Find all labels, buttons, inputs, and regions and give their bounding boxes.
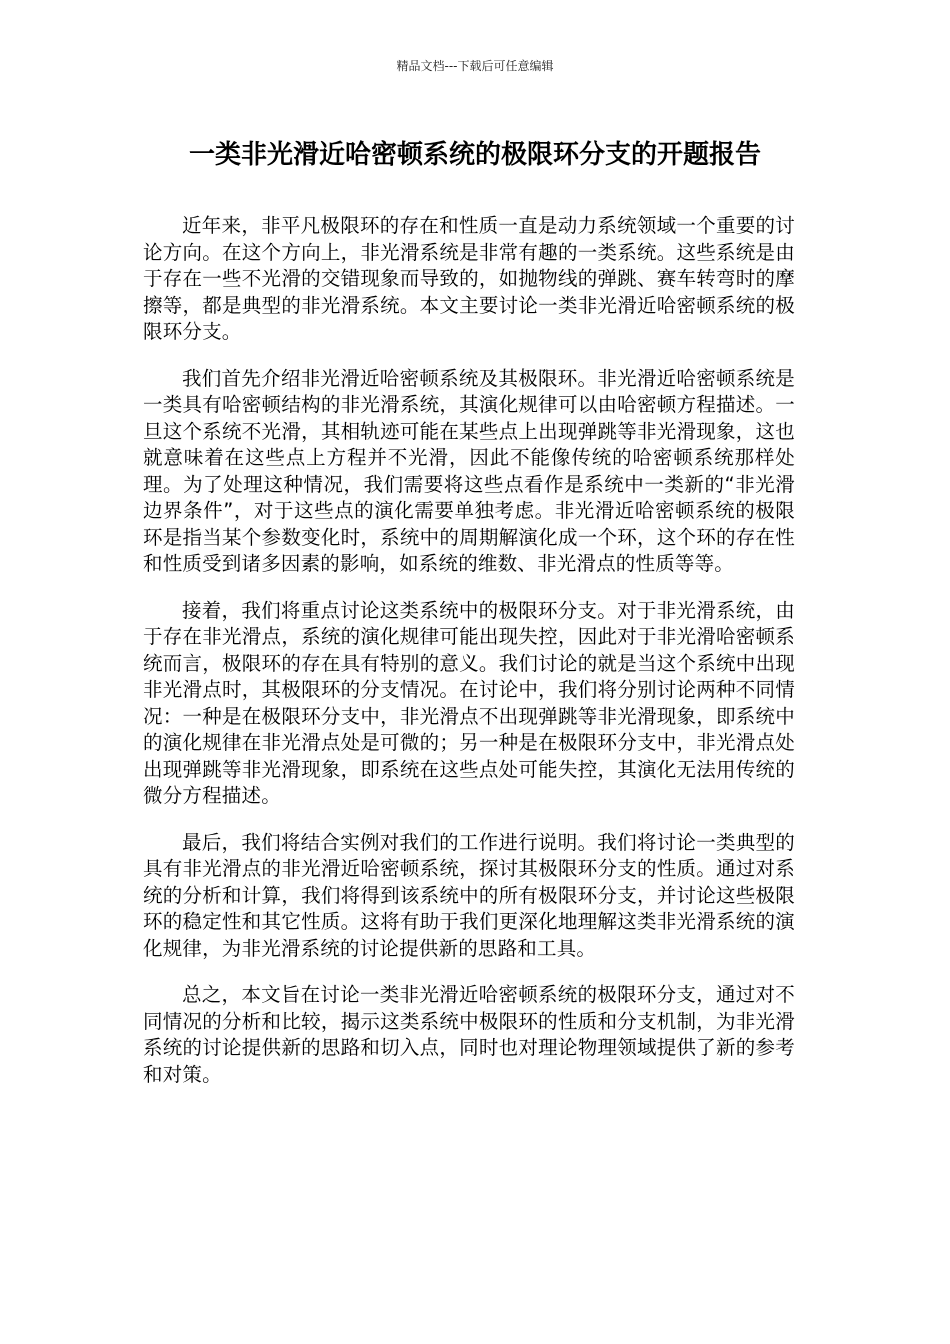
paragraph-3: 接着，我们将重点讨论这类系统中的极限环分支。对于非光滑系统，由于存在非光滑点，系统的演化规律可能出现失控，因此对于非光滑哈密顿系统而言，极限环的存在具有特别的意义。我们讨论的就是当这个系统中出现非光滑点时，其极限环的分支情况。在讨论中，我们将分别讨论两种不同情况：一种是在极限环分支中，非光滑点不出现弹跳等非光滑现象，即系统中的演化规律在非光滑点处是可微的；另一种是在极限环分支中，非光滑点处出现弹跳等非光滑现象，即系统在这些点处可能失控，其演化无法用传统的微分方程描述。 — [143, 598, 795, 807]
document-body — [143, 213, 795, 1108]
paragraph-4: 最后，我们将结合实例对我们的工作进行说明。我们将讨论一类典型的具有非光滑点的非光滑近哈密顿系统，探讨其极限环分支的性质。通过对系统的分析和计算，我们将得到该系统中的所有极限环分支，并讨论这些极限环的稳定性和其它性质。这将有助于我们更深化地理解这类非光滑系统的演化规律，为非光滑系统的讨论提供新的思路和工具。 — [143, 830, 795, 960]
header-note: 精品文档---下载后可任意编辑 — [396, 59, 554, 73]
paragraph-1: 近年来，非平凡极限环的存在和性质一直是动力系统领域一个重要的讨论方向。在这个方向上，非光滑系统是非常有趣的一类系统。这些系统是由于存在一些不光滑的交错现象而导致的，如抛物线的弹跳、赛车转弯时的摩擦等，都是典型的非光滑系统。本文主要讨论一类非光滑近哈密顿系统的极限环分支。 — [143, 214, 795, 343]
paragraph-5: 总之，本文旨在讨论一类非光滑近哈密顿系统的极限环分支，通过对不同情况的分析和比较，揭示这类系统中极限环的性质和分支机制，为非光滑系统的讨论提供新的思路和切入点，同时也对理论物理领域提供了新的参考和对策。 — [143, 983, 795, 1086]
paragraph-2: 我们首先介绍非光滑近哈密顿系统及其极限环。非光滑近哈密顿系统是一类具有哈密顿结构的非光滑系统，其演化规律可以由哈密顿方程描述。一旦这个系统不光滑，其相轨迹可能在某些点上出现弹跳等非光滑现象，这也就意味着在这些点上方程并不光滑，因此不能像传统的哈密顿系统那样处理。为了处理这种情况，我们需要将这些点看作是系统中一类新的“非光滑边界条件”，对于这些点的演化需要单独考虑。非光滑近哈密顿系统的极限环是指当某个参数变化时，系统中的周期解演化成一个环，这个环的存在性和性质受到诸多因素的影响，如系统的维数、非光滑点的性质等等。 — [143, 366, 795, 575]
document-title: 一类非光滑近哈密顿系统的极限环分支的开题报告 — [188, 140, 761, 170]
